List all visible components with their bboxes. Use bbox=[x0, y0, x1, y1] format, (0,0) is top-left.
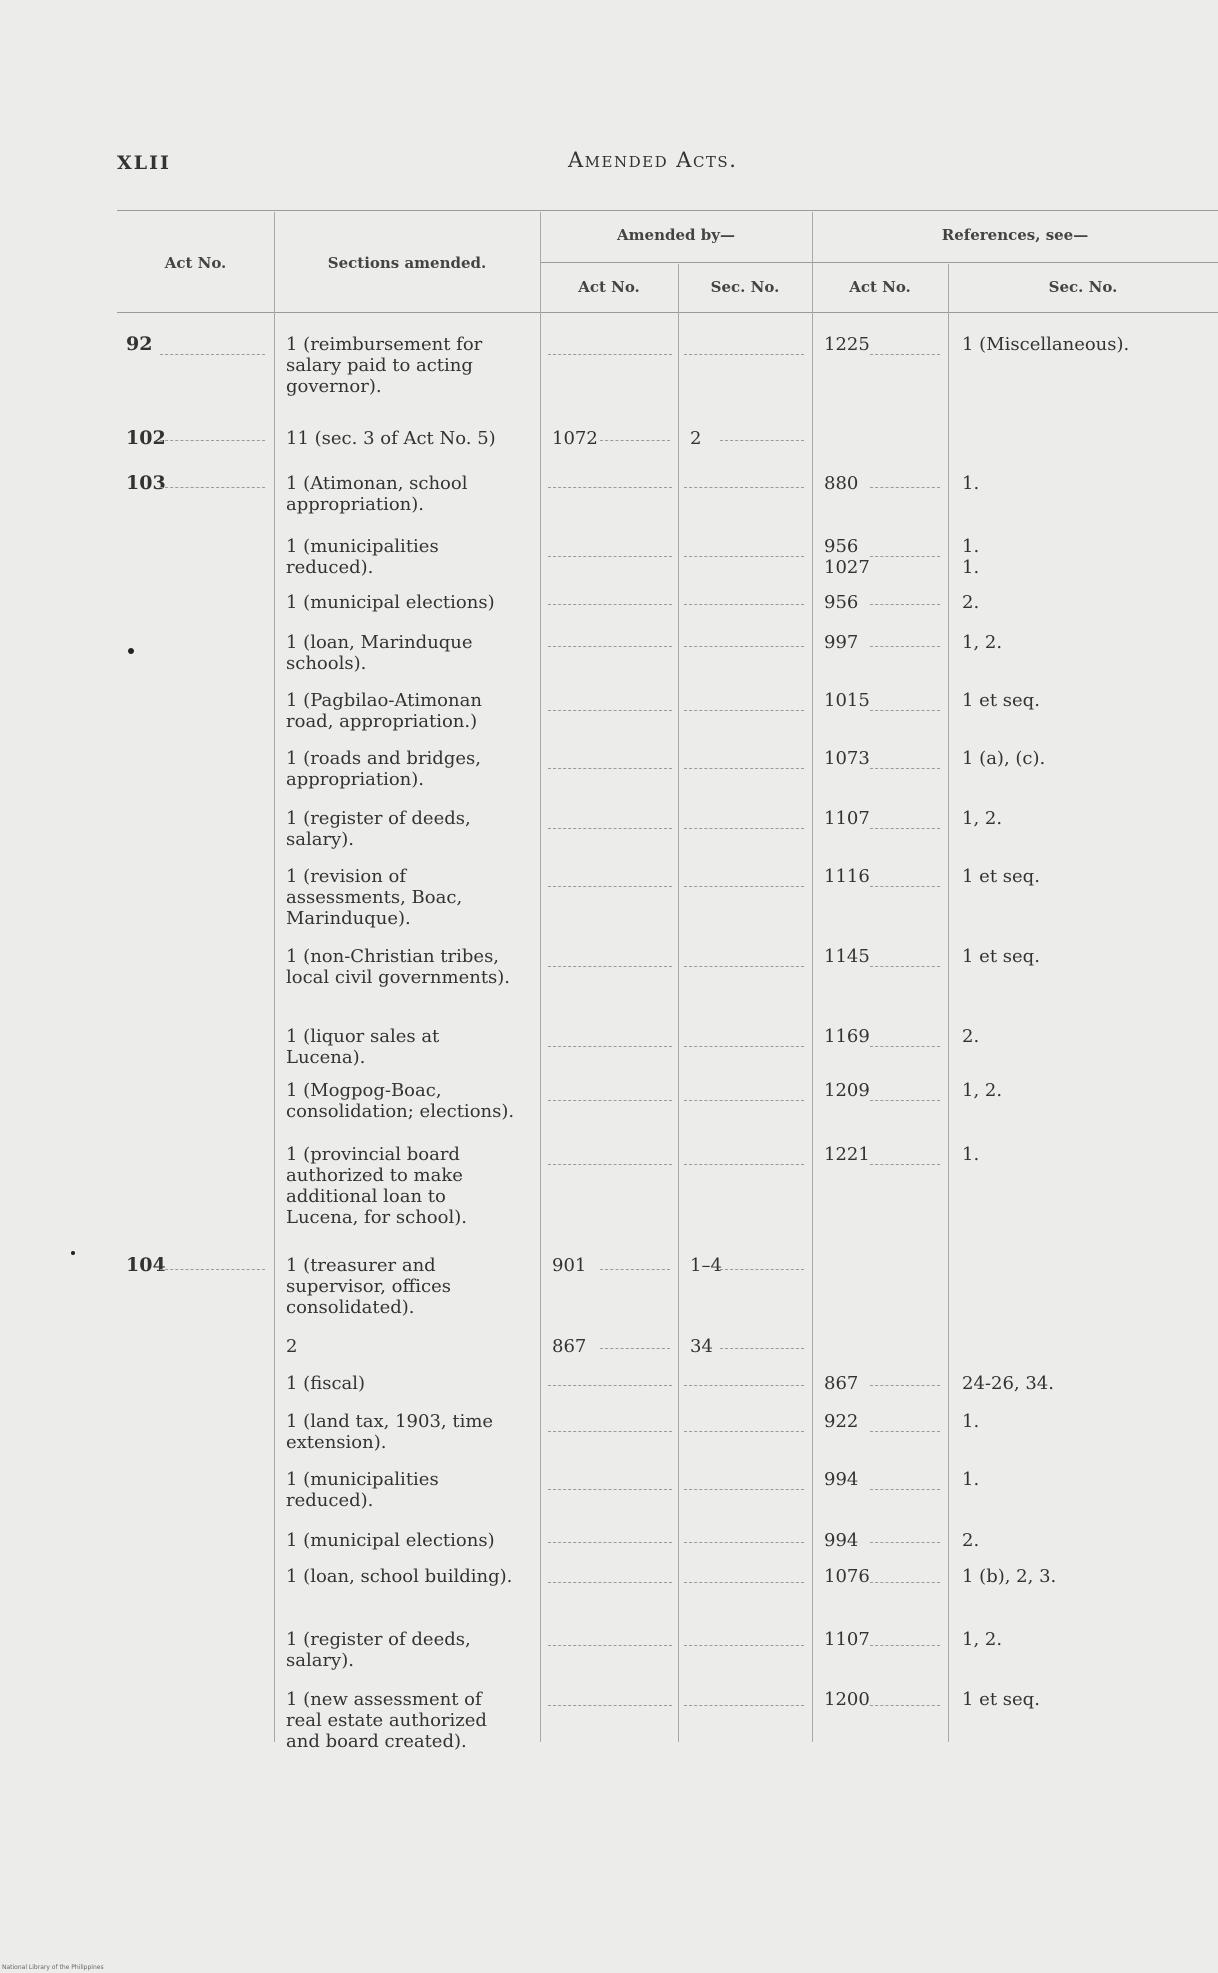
table-header-bottom-rule bbox=[117, 312, 1218, 313]
sections-amended-text: 1 (revision of assessments, Boac, Marinduque). bbox=[286, 866, 463, 929]
leader-dots bbox=[548, 1705, 672, 1706]
act-number: 103 bbox=[126, 472, 166, 494]
leader-dots bbox=[160, 440, 265, 441]
leader-dots bbox=[684, 768, 804, 769]
sections-amended-text: 2 bbox=[286, 1336, 298, 1357]
leader-dots bbox=[870, 1164, 940, 1165]
table-top-rule bbox=[117, 210, 1218, 211]
print-speck bbox=[128, 648, 134, 654]
leader-dots bbox=[870, 1046, 940, 1047]
sections-amended-text: 1 (provincial board authorized to make additional loan to Lucena, for school). bbox=[286, 1144, 467, 1228]
amended-sec-no: 1–4 bbox=[690, 1255, 722, 1276]
leader-dots bbox=[684, 1582, 804, 1583]
leader-dots bbox=[684, 1542, 804, 1543]
leader-dots bbox=[600, 1269, 670, 1270]
amended-act-no: 1072 bbox=[552, 428, 598, 449]
reference-sec-no: 1. bbox=[962, 1411, 980, 1432]
act-number: 92 bbox=[126, 333, 153, 355]
sections-amended-text: 1 (land tax, 1903, time extension). bbox=[286, 1411, 494, 1453]
sections-amended-text: 1 (municipalities reduced). bbox=[286, 536, 439, 578]
reference-act-no: 867 bbox=[824, 1373, 859, 1394]
leader-dots bbox=[160, 487, 265, 488]
reference-sec-no: 1 (Miscellaneous). bbox=[962, 334, 1130, 355]
reference-sec-no: 1. bbox=[962, 473, 980, 494]
col-divider-2 bbox=[540, 212, 541, 1742]
reference-act-no: 1076 bbox=[824, 1566, 870, 1587]
sections-amended-text: 1 (municipal elections) bbox=[286, 1530, 495, 1551]
leader-dots bbox=[684, 966, 804, 967]
reference-sec-no: 1, 2. bbox=[962, 808, 1003, 829]
leader-dots bbox=[684, 1431, 804, 1432]
sections-amended-text: 1 (register of deeds, salary). bbox=[286, 808, 471, 850]
reference-act-no: 956 1027 bbox=[824, 536, 870, 578]
leader-dots bbox=[548, 1542, 672, 1543]
reference-act-no: 1221 bbox=[824, 1144, 870, 1165]
sections-amended-text: 1 (liquor sales at Lucena). bbox=[286, 1026, 440, 1068]
leader-dots bbox=[684, 828, 804, 829]
header-ref-sec-no: Sec. No. bbox=[1048, 278, 1118, 296]
leader-dots bbox=[684, 604, 804, 605]
sections-amended-text: 1 (municipalities reduced). bbox=[286, 1469, 439, 1511]
reference-sec-no: 1. 1. bbox=[962, 536, 980, 578]
sections-amended-text: 1 (Pagbilao-Atimonan road, appropriation.) bbox=[286, 690, 482, 732]
reference-sec-no: 1 et seq. bbox=[962, 866, 1040, 887]
reference-sec-no: 1, 2. bbox=[962, 632, 1003, 653]
header-references: References, see— bbox=[941, 226, 1089, 244]
header-sections-amended: Sections amended. bbox=[327, 254, 487, 272]
reference-act-no: 994 bbox=[824, 1469, 859, 1490]
page-folio: XLII bbox=[117, 152, 171, 174]
reference-sec-no: 1 (a), (c). bbox=[962, 748, 1046, 769]
sections-amended-text: 11 (sec. 3 of Act No. 5) bbox=[286, 428, 496, 449]
sections-amended-text: 1 (treasurer and supervisor, offices consolidated). bbox=[286, 1255, 452, 1318]
leader-dots bbox=[684, 1645, 804, 1646]
leader-dots bbox=[870, 1582, 940, 1583]
leader-dots bbox=[600, 440, 670, 441]
leader-dots bbox=[870, 354, 940, 355]
reference-act-no: 1225 bbox=[824, 334, 870, 355]
page-title: Amended Acts. bbox=[568, 148, 738, 172]
leader-dots bbox=[684, 1100, 804, 1101]
print-speck bbox=[71, 1251, 75, 1255]
sections-amended-text: 1 (municipal elections) bbox=[286, 592, 495, 613]
reference-act-no: 1015 bbox=[824, 690, 870, 711]
leader-dots bbox=[684, 646, 804, 647]
sections-amended-text: 1 (Atimonan, school appropriation). bbox=[286, 473, 468, 515]
leader-dots bbox=[548, 556, 672, 557]
col-divider-4 bbox=[812, 212, 813, 1742]
reference-act-no: 956 bbox=[824, 592, 859, 613]
leader-dots bbox=[548, 886, 672, 887]
leader-dots bbox=[870, 1489, 940, 1490]
leader-dots bbox=[684, 354, 804, 355]
leader-dots bbox=[160, 1269, 265, 1270]
leader-dots bbox=[548, 1164, 672, 1165]
sections-amended-text: 1 (loan, school building). bbox=[286, 1566, 513, 1587]
reference-sec-no: 1 (b), 2, 3. bbox=[962, 1566, 1057, 1587]
leader-dots bbox=[684, 1164, 804, 1165]
reference-sec-no: 2. bbox=[962, 1026, 980, 1047]
leader-dots bbox=[870, 1431, 940, 1432]
leader-dots bbox=[548, 1489, 672, 1490]
leader-dots bbox=[548, 1645, 672, 1646]
leader-dots bbox=[870, 886, 940, 887]
leader-dots bbox=[720, 1269, 804, 1270]
reference-act-no: 1073 bbox=[824, 748, 870, 769]
reference-sec-no: 2. bbox=[962, 592, 980, 613]
col-divider-5 bbox=[948, 264, 949, 1742]
act-number: 104 bbox=[126, 1254, 166, 1276]
reference-act-no: 922 bbox=[824, 1411, 859, 1432]
leader-dots bbox=[548, 828, 672, 829]
amended-sec-no: 34 bbox=[690, 1336, 713, 1357]
reference-sec-no: 1. bbox=[962, 1144, 980, 1165]
leader-dots bbox=[548, 710, 672, 711]
header-act-no: Act No. bbox=[164, 254, 227, 272]
reference-act-no: 1107 bbox=[824, 1629, 870, 1650]
leader-dots bbox=[548, 1385, 672, 1386]
leader-dots bbox=[870, 1385, 940, 1386]
footer-note: National Library of the Philippines bbox=[2, 1964, 104, 1971]
leader-dots bbox=[548, 354, 672, 355]
leader-dots bbox=[870, 710, 940, 711]
reference-act-no: 880 bbox=[824, 473, 859, 494]
leader-dots bbox=[548, 1582, 672, 1583]
leader-dots bbox=[548, 768, 672, 769]
leader-dots bbox=[720, 440, 804, 441]
amended-act-no: 867 bbox=[552, 1336, 587, 1357]
reference-act-no: 1107 bbox=[824, 808, 870, 829]
leader-dots bbox=[548, 1046, 672, 1047]
header-amended-act-no: Act No. bbox=[578, 278, 640, 296]
leader-dots bbox=[548, 1431, 672, 1432]
sections-amended-text: 1 (roads and bridges, appropriation). bbox=[286, 748, 481, 790]
leader-dots bbox=[870, 604, 940, 605]
sections-amended-text: 1 (non-Christian tribes, local civil governments). bbox=[286, 946, 511, 988]
leader-dots bbox=[720, 1348, 804, 1349]
leader-dots bbox=[548, 966, 672, 967]
leader-dots bbox=[548, 604, 672, 605]
sections-amended-text: 1 (register of deeds, salary). bbox=[286, 1629, 471, 1671]
header-ref-act-no: Act No. bbox=[849, 278, 911, 296]
leader-dots bbox=[870, 646, 940, 647]
leader-dots bbox=[684, 1705, 804, 1706]
leader-dots bbox=[870, 828, 940, 829]
reference-act-no: 1145 bbox=[824, 946, 870, 967]
leader-dots bbox=[548, 646, 672, 647]
leader-dots bbox=[684, 1046, 804, 1047]
act-number: 102 bbox=[126, 427, 166, 449]
leader-dots bbox=[870, 768, 940, 769]
reference-sec-no: 1, 2. bbox=[962, 1629, 1003, 1650]
reference-sec-no: 2. bbox=[962, 1530, 980, 1551]
amended-act-no: 901 bbox=[552, 1255, 587, 1276]
reference-act-no: 994 bbox=[824, 1530, 859, 1551]
reference-sec-no: 1. bbox=[962, 1469, 980, 1490]
leader-dots bbox=[160, 354, 265, 355]
sections-amended-text: 1 (new assessment of real estate authorized and board created). bbox=[286, 1689, 487, 1752]
leader-dots bbox=[684, 1489, 804, 1490]
amended-sec-no: 2 bbox=[690, 428, 702, 449]
reference-sec-no: 1 et seq. bbox=[962, 690, 1040, 711]
reference-sec-no: 24-26, 34. bbox=[962, 1373, 1054, 1394]
reference-act-no: 997 bbox=[824, 632, 859, 653]
table-subheader-rule bbox=[540, 262, 1218, 263]
leader-dots bbox=[684, 1385, 804, 1386]
leader-dots bbox=[870, 556, 940, 557]
leader-dots bbox=[548, 1100, 672, 1101]
leader-dots bbox=[684, 710, 804, 711]
reference-sec-no: 1 et seq. bbox=[962, 1689, 1040, 1710]
leader-dots bbox=[870, 1645, 940, 1646]
reference-act-no: 1169 bbox=[824, 1026, 870, 1047]
leader-dots bbox=[600, 1348, 670, 1349]
leader-dots bbox=[548, 487, 672, 488]
leader-dots bbox=[870, 966, 940, 967]
leader-dots bbox=[684, 487, 804, 488]
leader-dots bbox=[870, 1542, 940, 1543]
header-amended-by: Amended by— bbox=[617, 226, 735, 244]
leader-dots bbox=[870, 1705, 940, 1706]
reference-act-no: 1200 bbox=[824, 1689, 870, 1710]
col-divider-1 bbox=[274, 212, 275, 1742]
sections-amended-text: 1 (reimbursement for salary paid to acting governor). bbox=[286, 334, 483, 397]
leader-dots bbox=[684, 556, 804, 557]
col-divider-3 bbox=[678, 264, 679, 1742]
header-amended-sec-no: Sec. No. bbox=[710, 278, 780, 296]
leader-dots bbox=[684, 886, 804, 887]
reference-sec-no: 1, 2. bbox=[962, 1080, 1003, 1101]
leader-dots bbox=[870, 487, 940, 488]
reference-sec-no: 1 et seq. bbox=[962, 946, 1040, 967]
sections-amended-text: 1 (loan, Marinduque schools). bbox=[286, 632, 473, 674]
sections-amended-text: 1 (Mogpog-Boac, consolidation; elections). bbox=[286, 1080, 515, 1122]
sections-amended-text: 1 (fiscal) bbox=[286, 1373, 366, 1394]
leader-dots bbox=[870, 1100, 940, 1101]
reference-act-no: 1116 bbox=[824, 866, 870, 887]
reference-act-no: 1209 bbox=[824, 1080, 870, 1101]
